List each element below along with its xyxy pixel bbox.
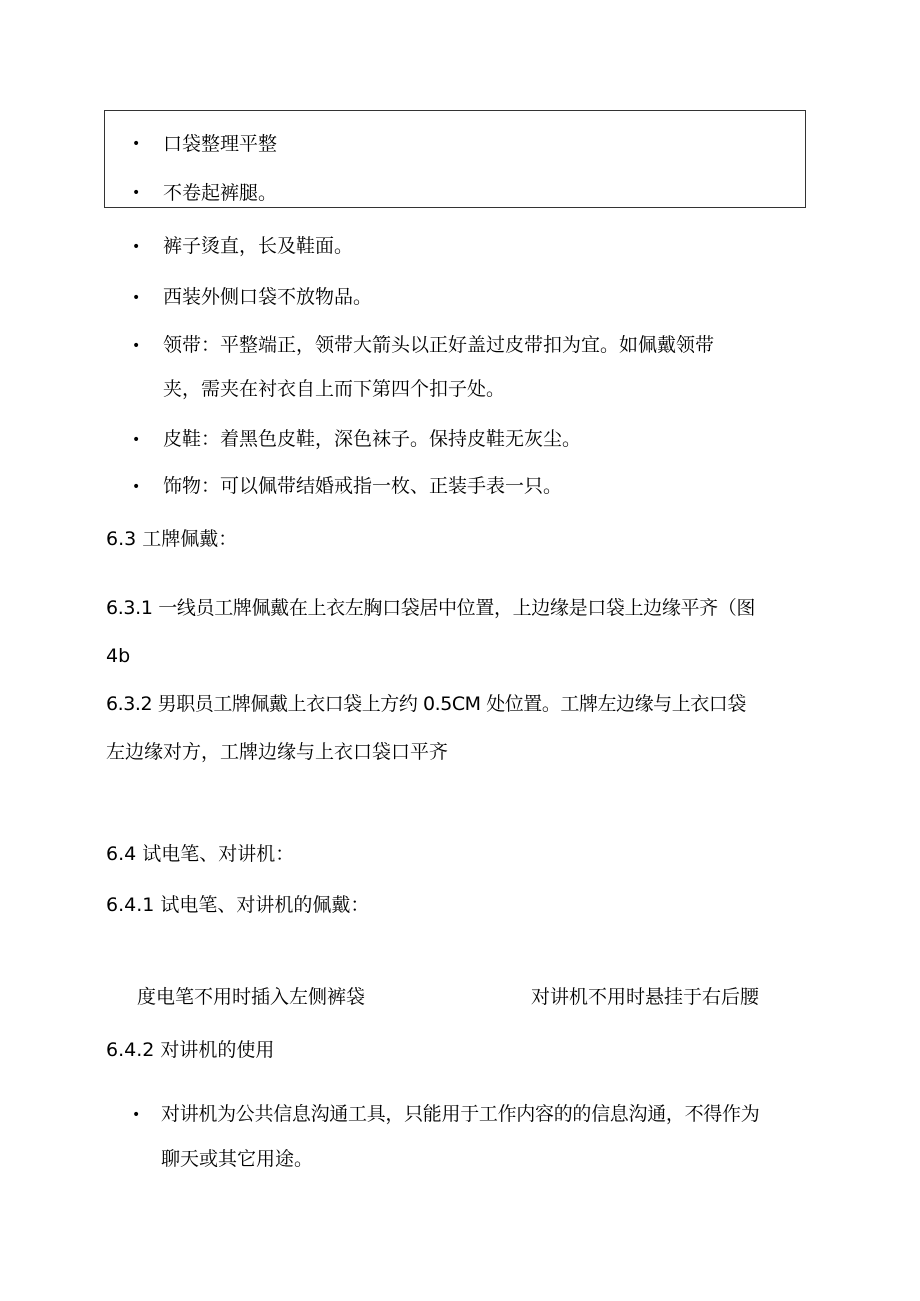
list-item-continuation: 夹，需夹在衬衣自上而下第四个扣子处。 [163, 378, 506, 400]
section-heading-6-4: 6.4 试电笔、对讲机： [106, 843, 295, 865]
paragraph-6-3-2: 6.3.2 男职员工牌佩戴上衣口袋上方约 0.5CM 处位置。工牌左边缘与上衣口袋 [106, 693, 746, 715]
caption-left: 度电笔不用时插入左侧裤袋 [137, 986, 366, 1008]
list-item: 不卷起裤腿。 [163, 182, 278, 204]
bullet-marker: • [132, 290, 141, 306]
section-heading-6-4-2: 6.4.2 对讲机的使用 [106, 1039, 275, 1061]
bullet-marker: • [132, 1107, 141, 1123]
list-item: 口袋整理平整 [163, 133, 278, 155]
caption-right: 对讲机不用时悬挂于右后腰 [531, 986, 760, 1008]
paragraph-6-3-1: 6.3.1 一线员工牌佩戴在上衣左胸口袋居中位置，上边缘是口袋上边缘平齐（图 [106, 597, 756, 619]
list-item: 皮鞋：着黑色皮鞋，深色袜子。保持皮鞋无灰尘。 [163, 428, 582, 450]
bullet-marker: • [132, 185, 141, 201]
list-item-continuation: 聊天或其它用途。 [161, 1148, 314, 1170]
bullet-marker: • [132, 432, 141, 448]
bullet-marker: • [132, 239, 141, 255]
bullet-marker: • [132, 479, 141, 495]
bullet-marker: • [132, 338, 141, 354]
list-item: 西装外侧口袋不放物品。 [163, 286, 373, 308]
section-heading-6-3: 6.3 工牌佩戴： [106, 528, 238, 550]
list-item: 对讲机为公共信息沟通工具，只能用于工作内容的的信息沟通，不得作为 [161, 1103, 760, 1125]
list-item: 领带：平整端正，领带大箭头以正好盖过皮带扣为宜。如佩戴领带 [163, 334, 715, 356]
paragraph-6-3-1-cont: 4b [106, 645, 131, 667]
paragraph-6-3-2-cont: 左边缘对方，工牌边缘与上衣口袋口平齐 [106, 741, 449, 763]
list-item: 饰物：可以佩带结婚戒指一枚、正装手表一只。 [163, 475, 563, 497]
bullet-marker: • [132, 136, 141, 152]
list-item: 裤子烫直，长及鞋面。 [163, 235, 354, 257]
section-heading-6-4-1: 6.4.1 试电笔、对讲机的佩戴： [106, 894, 370, 916]
